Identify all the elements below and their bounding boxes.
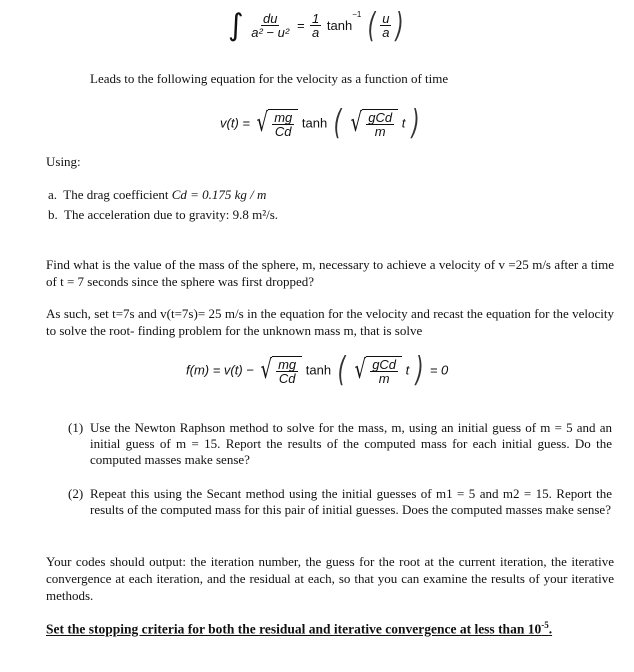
velocity-t: t bbox=[401, 115, 406, 131]
coef-numerator: 1 bbox=[312, 11, 320, 26]
stopping-text: Set the stopping criteria for both the residual and iterative convergence at less than 10 bbox=[46, 621, 542, 637]
integral-func: tanh bbox=[326, 18, 353, 33]
root-t: t bbox=[405, 362, 410, 378]
as-such-paragraph: As such, set t=7s and v(t=7s)= 25 m/s in the equation for the velocity and recast the equation for the velocity to solve the root- finding problem for the unknown mass m, that is solve bbox=[46, 306, 614, 338]
root-rhs: = 0 bbox=[429, 362, 449, 378]
root-inner-numerator: gCd bbox=[372, 356, 397, 372]
stopping-exponent: -5 bbox=[541, 620, 549, 630]
output-paragraph: Your codes should output: the iteration number, the guess for the root at the current iteration, the iterative convergence at each iteration, and the residual at each, so that you can examine the results of your iterative methods. bbox=[46, 554, 614, 603]
task-1-text: Use the Newton Raphson method to solve for the mass, m, using an initial guess of m = 5 and an initial guess of m = 15. Report the results of the computed mass for each initial guess. Do the computed masses make sense? bbox=[90, 420, 612, 467]
arg-numerator: u bbox=[382, 11, 390, 26]
stopping-end: . bbox=[548, 621, 553, 637]
list-item-a bbox=[48, 187, 266, 203]
integral-formula: ∫ $\frac{du}{\text{a² − u²}}$ = $\frac{1}{a}$ $\tanh^{-1}$ ( $\frac{u}{a}$ ) bbox=[228, 5, 405, 46]
sqrt-denominator: Cd bbox=[274, 123, 292, 139]
root-sqrt-denominator: Cd bbox=[278, 370, 296, 386]
list-marker: b. bbox=[48, 207, 58, 222]
inner-numerator: gCd bbox=[368, 109, 393, 125]
list-text: The acceleration due to gravity: 9.8 m²/s. bbox=[64, 207, 279, 222]
velocity-func: tanh bbox=[301, 115, 328, 131]
root-inner-denominator: m bbox=[378, 370, 390, 386]
root-equation: f(m) = v(t) − √ $\frac{mg}{Cd}$ tanh ( √ $\frac{\text{gCd}}{m}$ t ) = 0 bbox=[186, 350, 449, 390]
list-item-b bbox=[48, 207, 278, 223]
root-sqrt-numerator: mg bbox=[278, 356, 297, 372]
list-text: The drag coefficient bbox=[63, 187, 172, 202]
integral-inverse: −1 bbox=[352, 9, 362, 19]
velocity-equation: v(t) = √ $\frac{mg}{Cd}$ tanh ( √ $\frac{\text{gCd}}{m}$ t ) bbox=[220, 103, 420, 143]
sqrt-numerator: mg bbox=[274, 109, 293, 125]
task-2-marker: (2) bbox=[68, 486, 84, 501]
coef-denominator: a bbox=[312, 25, 320, 40]
stopping-criteria bbox=[46, 620, 552, 638]
list-marker: a. bbox=[48, 187, 58, 202]
root-func: tanh bbox=[305, 362, 332, 378]
arg-denominator: a bbox=[382, 25, 390, 40]
intro-text: Leads to the following equation for the velocity as a function of time bbox=[90, 71, 449, 86]
inner-denominator: m bbox=[374, 123, 386, 139]
integral-denominator: a² − u² bbox=[251, 25, 290, 40]
task-1-marker: (1) bbox=[68, 420, 84, 435]
task-2-text: Repeat this using the Secant method using the initial guesses of m1 = 5 and m2 = 15. Report the results of the computed mass for this pair of initial guesses. Does the computed masses make sense? bbox=[90, 486, 612, 517]
find-paragraph: Find what is the value of the mass of the sphere, m, necessary to achieve a velocity of v =25 m/s after a time of t = 7 seconds since the sphere was first dropped? bbox=[46, 257, 614, 289]
list-math: Cd = 0.175 kg / m bbox=[171, 187, 267, 202]
root-lhs: f(m) = v(t) − bbox=[186, 362, 254, 378]
velocity-lhs: v(t) = bbox=[220, 115, 250, 131]
using-label: Using: bbox=[46, 154, 81, 169]
integral-numerator: du bbox=[263, 11, 278, 26]
